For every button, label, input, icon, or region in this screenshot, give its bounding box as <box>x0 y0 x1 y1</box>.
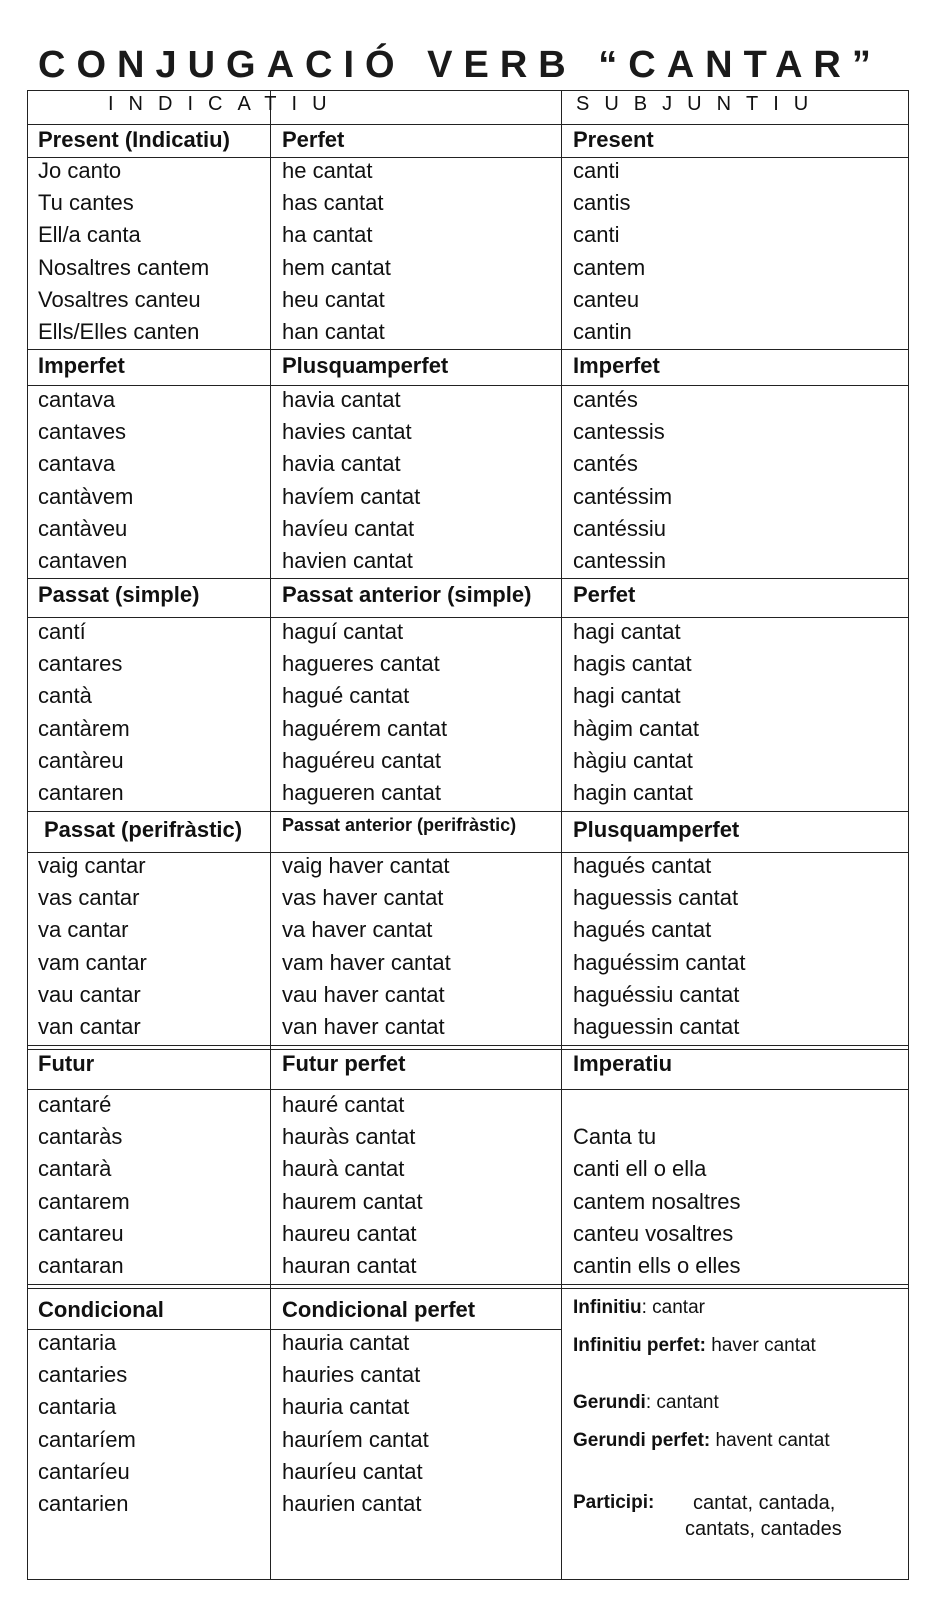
conjugation-cell: ha cantat <box>282 222 373 248</box>
conjugation-cell: canti <box>573 222 620 248</box>
tense-header: Passat anterior (perifràstic) <box>282 815 517 835</box>
conjugation-cell: cantàreu <box>38 747 124 773</box>
conjugation-cell: Tu cantes <box>38 190 134 216</box>
conjugation-cell: hauries cantat <box>282 1362 421 1388</box>
conjugation-column <box>573 616 699 809</box>
conjugation-cell: vam cantar <box>38 949 147 975</box>
conjugation-cell: cantí <box>38 619 86 644</box>
tense-header: Futur <box>38 1051 95 1076</box>
gerundi-line <box>573 1392 719 1414</box>
conjugation-cell: van haver cantat <box>282 1013 445 1039</box>
conjugation-cell: haurà cantat <box>282 1156 405 1182</box>
conjugation-column <box>282 384 420 577</box>
infinitiu-label: Infinitiu <box>573 1297 642 1318</box>
conjugation-cell: cantaràs <box>38 1124 123 1150</box>
gerundi-label: Gerundi <box>573 1392 646 1413</box>
row-divider-double <box>28 1284 908 1289</box>
conjugation-cell: hauria cantat <box>282 1330 410 1355</box>
conjugation-cell: vam haver cantat <box>282 949 451 975</box>
conjugation-cell: cantaven <box>38 547 128 573</box>
conjugation-cell: cantaríeu <box>38 1458 130 1484</box>
conjugation-cell: hàgiu cantat <box>573 747 693 773</box>
conjugation-cell: has cantat <box>282 190 384 216</box>
conjugation-cell: haguérem cantat <box>282 715 448 741</box>
conjugation-cell: hem cantat <box>282 254 391 280</box>
conjugation-cell: hagués cantat <box>573 853 712 878</box>
conjugation-cell: cantem nosaltres <box>573 1188 741 1214</box>
tense-header: Imperfet <box>38 353 125 378</box>
conjugation-cell: havies cantat <box>282 419 412 445</box>
conjugation-cell: vaig cantar <box>38 853 146 878</box>
conjugation-cell: cantaria <box>38 1330 117 1355</box>
conjugation-cell: haguessis cantat <box>573 885 739 911</box>
participi-label-text: Participi: <box>573 1492 655 1513</box>
conjugation-column <box>38 384 133 577</box>
tense-header: Condicional <box>38 1297 164 1322</box>
conjugation-cell: he cantat <box>282 158 373 183</box>
gerundi-perfet-value: havent cantat <box>710 1430 830 1451</box>
tense-header: Plusquamperfet <box>282 353 449 378</box>
conjugation-cell: cantin <box>573 318 632 344</box>
conjugation-cell: cantaríem <box>38 1426 136 1452</box>
tense-header: Futur perfet <box>282 1051 406 1076</box>
conjugation-cell: heu cantat <box>282 286 385 312</box>
conjugation-cell: hauríem cantat <box>282 1426 429 1452</box>
row-divider <box>28 811 908 812</box>
conjugation-cell: hagué cantat <box>282 683 410 709</box>
infinitiu-perfet-label: Infinitiu perfet: <box>573 1335 706 1356</box>
tense-header: Passat anterior (simple) <box>282 582 532 607</box>
conjugation-cell: cantés <box>573 387 638 412</box>
conjugation-column <box>282 1089 423 1282</box>
conjugation-cell: canteu vosaltres <box>573 1220 734 1246</box>
tense-header: Plusquamperfet <box>573 817 740 842</box>
conjugation-cell: hauríeu cantat <box>282 1458 423 1484</box>
conjugation-cell: va cantar <box>38 917 129 943</box>
conjugation-cell: hagi cantat <box>573 683 681 709</box>
conjugation-cell: haguéreu cantat <box>282 747 442 773</box>
row-divider <box>28 852 908 853</box>
conjugation-cell: cantava <box>38 451 116 477</box>
conjugation-cell: hauràs cantat <box>282 1124 416 1150</box>
tense-header: Condicional perfet <box>282 1297 476 1322</box>
conjugation-cell: Vosaltres canteu <box>38 286 201 312</box>
conjugation-cell: haureu cantat <box>282 1220 417 1246</box>
conjugation-cell: vas cantar <box>38 885 140 911</box>
infinitiu-perfet-line <box>573 1335 816 1357</box>
conjugation-cell: haguessin cantat <box>573 1013 740 1039</box>
tense-header: Imperfet <box>573 353 660 378</box>
conjugation-cell: cantà <box>38 683 92 709</box>
tense-header: Passat (simple) <box>38 582 200 607</box>
conjugation-cell: cantàveu <box>38 515 128 541</box>
conjugation-cell: cantessis <box>573 419 665 445</box>
conjugation-cell: cantaria <box>38 1394 117 1420</box>
conjugation-cell: hagis cantat <box>573 651 692 677</box>
conjugation-cell: cantessin <box>573 547 666 573</box>
conjugation-cell: cantares <box>38 651 123 677</box>
conjugation-cell: haurien cantat <box>282 1490 422 1516</box>
conjugation-cell: haguéssim cantat <box>573 949 746 975</box>
conjugation-cell: haguí cantat <box>282 619 404 644</box>
conjugation-cell: haguéssiu cantat <box>573 981 740 1007</box>
conjugation-cell: canteu <box>573 286 640 312</box>
conjugation-cell: havíem cantat <box>282 483 421 509</box>
conjugation-cell: cantarien <box>38 1490 129 1516</box>
conjugation-cell: cantin ells o elles <box>573 1252 741 1278</box>
conjugation-column <box>282 155 391 348</box>
conjugation-cell: cantaren <box>38 779 124 805</box>
row-divider <box>28 385 908 386</box>
column-divider <box>270 91 271 1579</box>
conjugation-cell: va haver cantat <box>282 917 433 943</box>
row-divider <box>28 349 908 350</box>
conjugation-cell: hagueres cantat <box>282 651 440 677</box>
conjugation-cell: vaig haver cantat <box>282 853 450 878</box>
conjugation-table <box>27 90 909 1580</box>
conjugation-cell: cantava <box>38 387 116 412</box>
conjugation-cell: havia cantat <box>282 451 401 477</box>
conjugation-column <box>38 616 130 809</box>
conjugation-cell: cantaré <box>38 1092 112 1117</box>
section-indicatiu: INDICATIU <box>108 93 342 115</box>
conjugation-column <box>282 1327 429 1520</box>
conjugation-column <box>38 850 147 1043</box>
conjugation-cell <box>573 1089 741 1121</box>
conjugation-cell: van cantar <box>38 1013 141 1039</box>
conjugation-cell: havien cantat <box>282 547 413 573</box>
conjugation-cell: hàgim cantat <box>573 715 699 741</box>
tense-header: Present <box>573 127 654 152</box>
row-divider <box>28 578 908 579</box>
conjugation-cell: haurem cantat <box>282 1188 423 1214</box>
conjugation-cell: Jo canto <box>38 158 122 183</box>
conjugation-cell: han cantat <box>282 318 385 344</box>
conjugation-cell: cantéssiu <box>573 515 666 541</box>
conjugation-cell: cantis <box>573 190 631 216</box>
conjugation-cell: cantareu <box>38 1220 124 1246</box>
conjugation-column <box>282 616 447 809</box>
conjugation-column <box>38 1089 130 1282</box>
infinitiu-line <box>573 1297 705 1319</box>
section-subjuntiu: SUBJUNTIU <box>576 93 824 115</box>
row-divider <box>28 124 908 125</box>
conjugation-cell: hagueren cantat <box>282 779 442 805</box>
conjugation-cell: havia cantat <box>282 387 401 412</box>
conjugation-cell: hauré cantat <box>282 1092 405 1117</box>
conjugation-cell: vas haver cantat <box>282 885 444 911</box>
conjugation-cell: cantaries <box>38 1362 128 1388</box>
column-divider <box>561 91 562 1579</box>
page-title: CONJUGACIÓ VERB “CANTAR” <box>38 44 882 86</box>
conjugation-cell: cantaran <box>38 1252 124 1278</box>
conjugation-cell: canti ell o ella <box>573 1156 707 1182</box>
conjugation-cell: havíeu cantat <box>282 515 415 541</box>
conjugation-cell: Nosaltres cantem <box>38 254 210 280</box>
gerundi-value: : cantant <box>645 1392 719 1413</box>
gerundi-perfet-label: Gerundi perfet: <box>573 1430 711 1451</box>
infinitiu-perfet-value: haver cantat <box>705 1335 816 1356</box>
conjugation-cell: cantàvem <box>38 483 134 509</box>
participi-label <box>573 1492 654 1514</box>
conjugation-column <box>573 384 672 577</box>
conjugation-cell: hagués cantat <box>573 917 712 943</box>
gerundi-perfet-line <box>573 1430 830 1452</box>
conjugation-cell: Ells/Elles canten <box>38 318 200 344</box>
conjugation-cell: cantés <box>573 451 638 477</box>
conjugation-column <box>573 1089 741 1282</box>
conjugation-cell: cantarà <box>38 1156 112 1182</box>
tense-header: Imperatiu <box>573 1051 673 1076</box>
conjugation-cell: cantaves <box>38 419 127 445</box>
conjugation-cell: hauria cantat <box>282 1394 410 1420</box>
row-divider <box>28 1089 908 1090</box>
conjugation-cell: cantem <box>573 254 646 280</box>
row-divider-double <box>28 1045 908 1050</box>
conjugation-cell: hagi cantat <box>573 619 681 644</box>
tense-header: Perfet <box>282 127 345 152</box>
conjugation-column <box>282 850 451 1043</box>
tense-header: Passat (perifràstic) <box>44 817 243 842</box>
conjugation-cell: cantarem <box>38 1188 130 1214</box>
conjugation-cell: canti <box>573 158 620 183</box>
conjugation-column <box>38 1327 136 1520</box>
conjugation-cell: Ell/a canta <box>38 222 141 248</box>
conjugation-column <box>573 155 645 348</box>
conjugation-cell: cantéssim <box>573 483 673 509</box>
conjugation-column <box>38 155 209 348</box>
tense-header: Present (Indicatiu) <box>38 127 230 152</box>
conjugation-cell: hagin cantat <box>573 779 693 805</box>
conjugation-cell: hauran cantat <box>282 1252 417 1278</box>
tense-header: Perfet <box>573 582 636 607</box>
participi-value-line-2: cantats, cantades <box>685 1518 842 1540</box>
conjugation-cell: vau cantar <box>38 981 141 1007</box>
conjugation-column <box>573 850 745 1043</box>
infinitiu-value: : cantar <box>641 1297 705 1318</box>
row-divider <box>28 617 908 618</box>
participi-value-line-1: cantat, cantada, <box>693 1492 836 1514</box>
conjugation-cell: vau haver cantat <box>282 981 445 1007</box>
conjugation-cell: cantàrem <box>38 715 130 741</box>
conjugation-cell: Canta tu <box>573 1124 657 1150</box>
